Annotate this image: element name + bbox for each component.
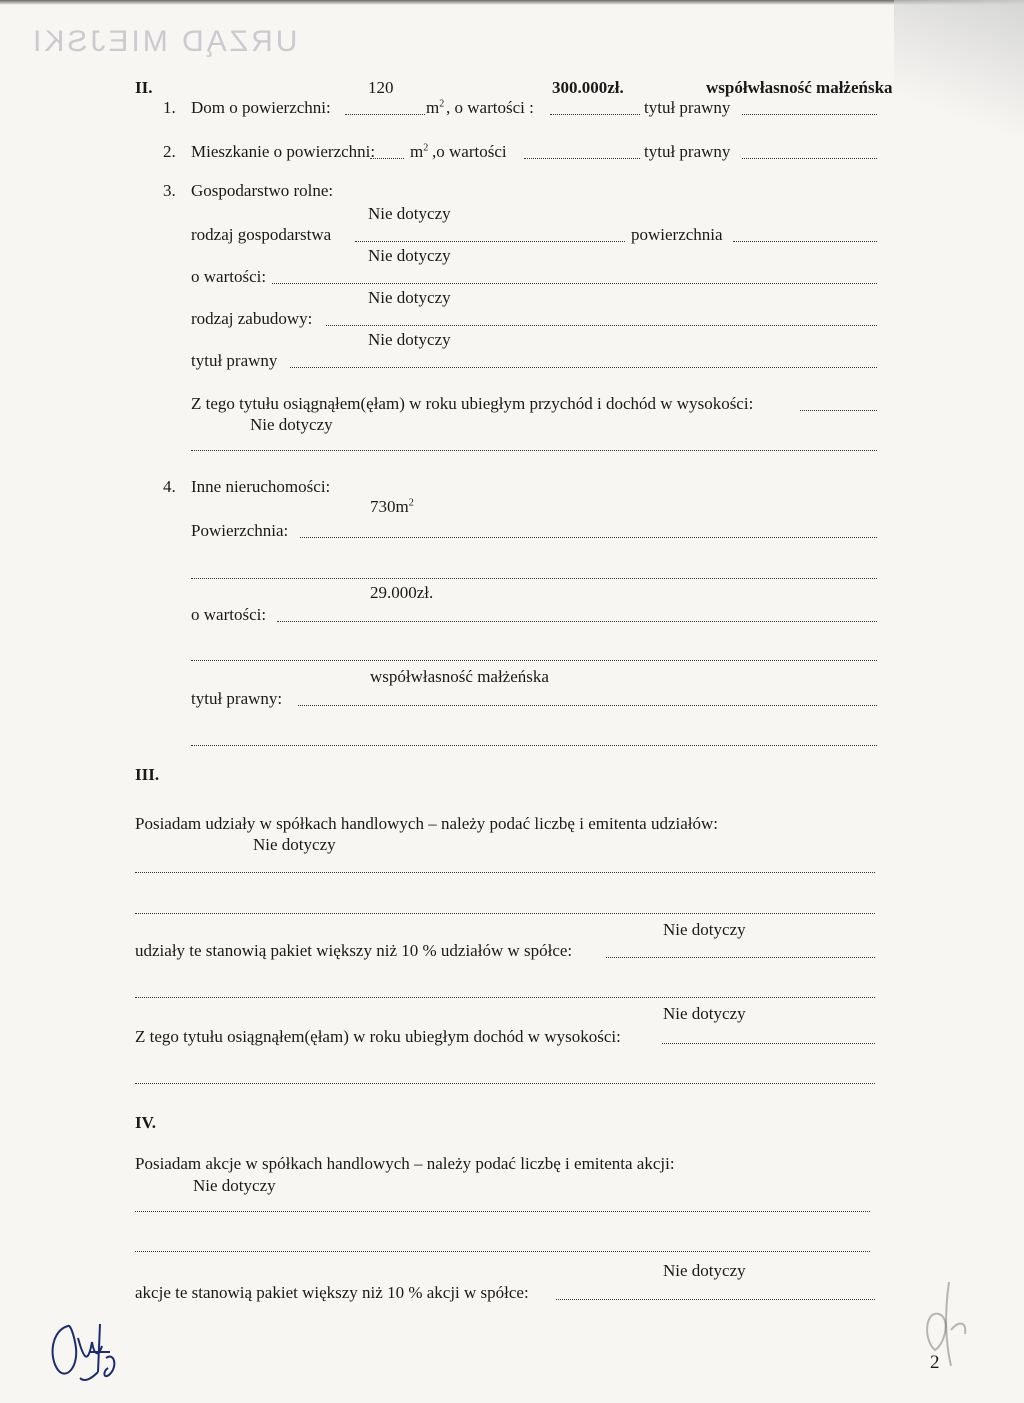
shares-package-answer: Nie dotyczy xyxy=(663,920,746,939)
farm-type-line xyxy=(355,241,625,242)
stocks-label: Posiadam akcje w spółkach handlowych – należy podać liczbę i emitenta akcji: xyxy=(135,1154,675,1173)
farm-value-answer: Nie dotyczy xyxy=(368,246,451,265)
page-number: 2 xyxy=(930,1352,940,1373)
house-area-answer: 120 xyxy=(368,78,394,97)
farm-income-answer: Nie dotyczy xyxy=(250,415,333,434)
section-iv-heading: IV. xyxy=(135,1113,156,1132)
farm-title-answer: Nie dotyczy xyxy=(368,330,451,349)
stocks-line xyxy=(135,1211,870,1212)
apartment-num: 2. xyxy=(163,142,176,161)
house-unit: $m^2$ xyxy=(426,98,445,117)
apartment-title-label: tytuł prawny xyxy=(644,142,731,161)
initials-signature xyxy=(40,1308,130,1388)
farm-buildings-line xyxy=(326,325,877,326)
other-area-label: Powierzchnia: xyxy=(191,521,289,540)
farm-title-label: tytuł prawny xyxy=(191,351,278,370)
other-title-answer: współwłasność małżeńska xyxy=(370,667,549,686)
farm-num: 3. xyxy=(163,181,176,200)
other-area-line-2 xyxy=(191,578,877,579)
apartment-value-label: ,o wartości xyxy=(432,142,507,161)
other-title-line xyxy=(298,705,877,706)
section-ii-heading: II. xyxy=(135,78,153,97)
house-value-label: , o wartości : xyxy=(446,98,534,117)
other-title-label: tytuł prawny: xyxy=(191,689,283,708)
apartment-value-line xyxy=(524,158,640,159)
farm-income-label: Z tego tytułu osiągnąłem(ęłam) w roku ubiegłym przychód i dochód w wysokości: xyxy=(191,394,754,413)
stocks-package-line xyxy=(556,1299,875,1300)
shares-package-line xyxy=(606,957,875,958)
house-title-label: tytuł prawny xyxy=(644,98,731,117)
other-value-answer: 29.000zł. xyxy=(370,583,434,602)
farm-area-line xyxy=(733,241,877,242)
farm-type-label: rodzaj gospodarstwa xyxy=(191,225,332,244)
scan-shadow xyxy=(894,0,1024,190)
farm-value-label: o wartości: xyxy=(191,267,267,286)
stocks-line-2 xyxy=(135,1251,870,1252)
other-label: Inne nieruchomości: xyxy=(191,477,331,496)
stocks-answer: Nie dotyczy xyxy=(193,1176,276,1195)
house-title-line xyxy=(742,114,877,115)
farm-buildings-label: rodzaj zabudowy: xyxy=(191,309,313,328)
farm-title-line xyxy=(290,367,877,368)
house-num: 1. xyxy=(163,98,176,117)
other-value-label: o wartości: xyxy=(191,605,267,624)
shares-line xyxy=(135,872,875,873)
shares-income-label: Z tego tytułu osiągnąłem(ęłam) w roku ubiegłym dochód w wysokości: xyxy=(135,1027,621,1046)
house-value-line xyxy=(550,114,640,115)
farm-label: Gospodarstwo rolne: xyxy=(191,181,334,200)
shares-answer: Nie dotyczy xyxy=(253,835,336,854)
other-value-line-2 xyxy=(191,660,877,661)
shares-label: Posiadam udziały w spółkach handlowych – należy podać liczbę i emitenta udziałów: xyxy=(135,814,719,833)
apartment-unit: $m^2$ xyxy=(410,142,429,161)
shares-income-answer: Nie dotyczy xyxy=(663,1004,746,1023)
house-value-answer: 300.000zł. xyxy=(552,78,624,97)
scan-edge xyxy=(0,0,1024,5)
other-title-line-2 xyxy=(191,745,877,746)
farm-type-answer: Nie dotyczy xyxy=(368,204,451,223)
shares-income-line-2 xyxy=(135,1083,875,1084)
apartment-area-line xyxy=(370,158,404,159)
apartment-title-line xyxy=(742,158,877,159)
section-iii-heading: III. xyxy=(135,765,160,784)
other-area-line xyxy=(300,537,877,538)
farm-buildings-answer: Nie dotyczy xyxy=(368,288,451,307)
margin-signature xyxy=(905,1270,975,1380)
other-area-answer: $730m^2$ xyxy=(370,497,414,516)
shares-income-line xyxy=(662,1043,875,1044)
other-value-line xyxy=(277,621,877,622)
shares-line-2 xyxy=(135,913,875,914)
farm-income-line-2 xyxy=(191,450,877,451)
shares-package-label: udziały te stanowią pakiet większy niż 10 % udziałów w spółce: xyxy=(135,941,573,960)
stocks-package-answer: Nie dotyczy xyxy=(663,1261,746,1280)
farm-income-line xyxy=(800,410,877,411)
shares-package-line-2 xyxy=(135,997,875,998)
farm-value-line xyxy=(272,283,877,284)
stocks-package-label: akcje te stanowią pakiet większy niż 10 % akcji w spółce: xyxy=(135,1283,529,1302)
other-num: 4. xyxy=(163,477,176,496)
house-area-line xyxy=(345,114,425,115)
house-title-answer: współwłasność małżeńska xyxy=(706,78,893,97)
bleed-through-stamp: URZĄD MIEJSKI xyxy=(30,25,298,58)
house-label: Dom o powierzchni: xyxy=(191,98,331,117)
farm-area-label: powierzchnia xyxy=(631,225,723,244)
apartment-label: Mieszkanie o powierzchni: xyxy=(191,142,376,161)
